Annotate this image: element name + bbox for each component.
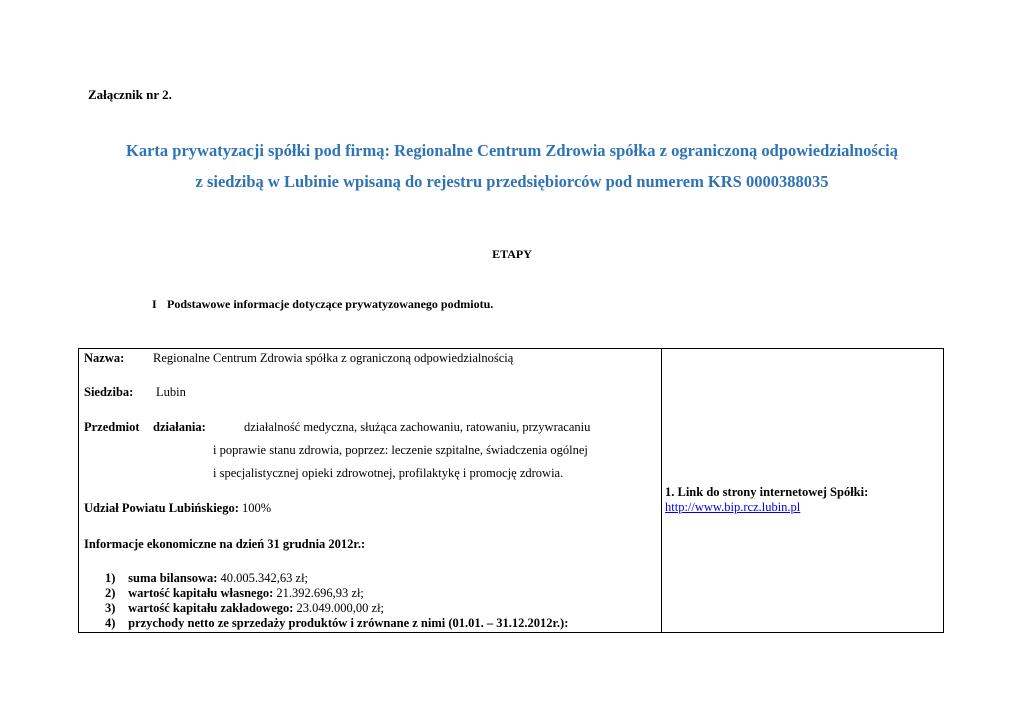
econ-item-label: wartość kapitału zakładowego:: [128, 601, 294, 615]
seat-label: Siedziba:: [84, 385, 134, 399]
econ-item-number: 1): [105, 571, 116, 585]
stages-heading: ETAPY: [492, 247, 532, 261]
company-website-link[interactable]: http://www.bip.rcz.lubin.pl: [665, 500, 801, 514]
share-label: Udział Powiatu Lubińskiego:: [84, 501, 239, 515]
share-row: [84, 501, 271, 516]
activity-line-1: działalność medyczna, służąca zachowaniu, ratowaniu, przywracaniu: [244, 420, 591, 434]
attachment-label: Załącznik nr 2.: [88, 87, 172, 102]
activity-line-3: i specjalistycznej opieki zdrowotnej, profilaktykę i promocję zdrowia.: [213, 466, 564, 480]
section-label: Podstawowe informacje dotyczące prywatyzowanego podmiotu.: [167, 297, 494, 311]
econ-item-value: 23.049.000,00 zł;: [296, 601, 385, 615]
econ-item-label: przychody netto ze sprzedaży produktów i zrównane z nimi (01.01. – 31.12.2012r.):: [128, 616, 569, 630]
econ-item: [105, 586, 364, 601]
econ-item-value: 40.005.342,63 zł;: [220, 571, 309, 585]
name-label: Nazwa:: [84, 351, 125, 365]
section-heading: [152, 297, 493, 312]
column-divider: [661, 349, 662, 632]
econ-item-label: suma bilansowa:: [128, 571, 218, 585]
econ-item: [105, 571, 308, 586]
econ-item-number: 3): [105, 601, 116, 615]
section-number: I: [152, 297, 157, 311]
document-title-line-2: z siedzibą w Lubinie wpisaną do rejestru przedsiębiorców pod numerem KRS 0000388035: [195, 172, 829, 191]
econ-item-value: 21.392.696,93 zł;: [276, 586, 364, 600]
econ-item-label: wartość kapitału własnego:: [128, 586, 274, 600]
activity-label-2: działania:: [153, 420, 206, 434]
company-info-table: [78, 348, 944, 633]
econ-item-number: 4): [105, 616, 116, 630]
activity-line-2: i poprawie stanu zdrowia, poprzez: leczenie szpitalne, świadczenia ogólnej: [213, 443, 588, 457]
name-value: Regionalne Centrum Zdrowia spółka z ograniczoną odpowiedzialnością: [153, 351, 514, 365]
share-value: 100%: [242, 501, 272, 515]
activity-label-1: Przedmiot: [84, 420, 140, 434]
link-heading: 1. Link do strony internetowej Spółki:: [665, 485, 869, 499]
econ-heading: Informacje ekonomiczne na dzień 31 grudnia 2012r.:: [84, 537, 366, 551]
seat-value: Lubin: [156, 385, 186, 399]
econ-item: [105, 616, 568, 631]
document-title-line-1: Karta prywatyzacji spółki pod firmą: Regionalne Centrum Zdrowia spółka z ograniczoną odpowiedzialnością: [126, 141, 898, 160]
econ-item: [105, 601, 384, 616]
econ-item-number: 2): [105, 586, 116, 600]
